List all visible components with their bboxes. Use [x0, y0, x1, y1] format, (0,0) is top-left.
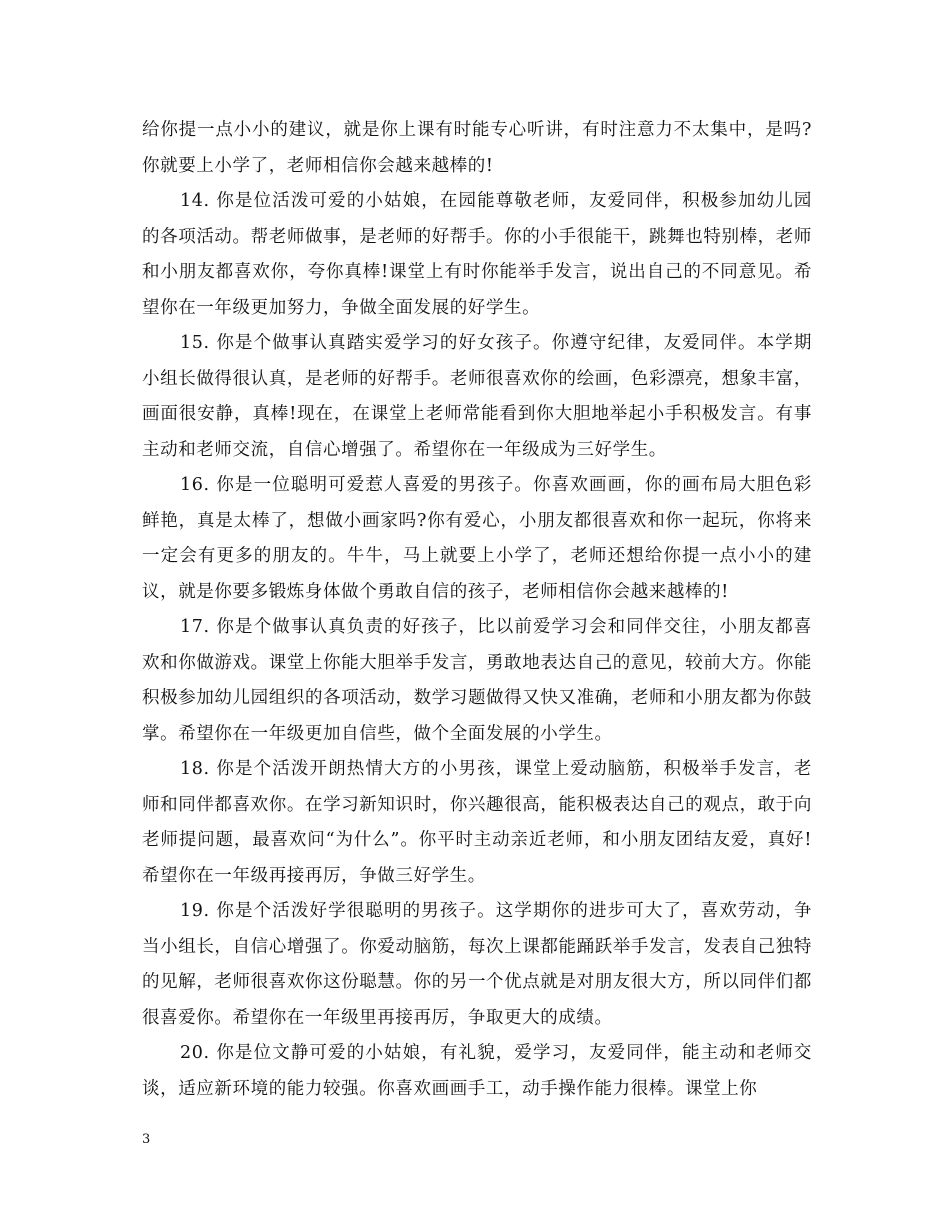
paragraph-20: 20. 你是位文静可爱的小姑娘，有礼貌，爱学习，友爱同伴，能主动和老师交谈，适应新环境的能力较强。你喜欢画画手工，动手操作能力很棒。课堂上你 — [142, 1043, 812, 1099]
page-number: 3 — [142, 1132, 151, 1147]
paragraph-17: 17. 你是个做事认真负责的好孩子，比以前爱学习会和同伴交往，小朋友都喜欢和你做游戏。课堂上你能大胆举手发言，勇敢地表达自己的意见，较前大方。你能积极参加幼儿园组织的各项活动，数学习题做得又快又准确，老师和小朋友都为你鼓掌。希望你在一年级更加自信些，做个全面发展的小学生。 — [142, 617, 812, 744]
document-body — [142, 113, 812, 1107]
paragraph-16: 16. 你是一位聪明可爱惹人喜爱的男孩子。你喜欢画画，你的画布局大胆色彩鲜艳，真是太棒了，想做小画家吗?你有爱心，小朋友都很喜欢和你一起玩，你将来一定会有更多的朋友的。牛牛，马上就要上小学了，老师还想给你提一点小小的建议，就是你要多锻炼身体做个勇敢自信的孩子，老师相信你会越来越棒的! — [142, 475, 812, 602]
paragraph-18: 18. 你是个活泼开朗热情大方的小男孩，课堂上爱动脑筋，积极举手发言，老师和同伴都喜欢你。在学习新知识时，你兴趣很高，能积极表达自己的观点，敢于向老师提问题，最喜欢问“为什么”。你平时主动亲近老师，和小朋友团结友爱，真好!希望你在一年级再接再厉，争做三好学生。 — [142, 759, 812, 886]
paragraph-15: 15. 你是个做事认真踏实爱学习的好女孩子。你遵守纪律，友爱同伴。本学期小组长做得很认真，是老师的好帮手。老师很喜欢你的绘画，色彩漂亮，想象丰富，画面很安静，真棒!现在，在课堂上老师常能看到你大胆地举起小手积极发言。有事主动和老师交流，自信心增强了。希望你在一年级成为三好学生。 — [142, 333, 812, 460]
paragraph-14: 14. 你是位活泼可爱的小姑娘，在园能尊敬老师，友爱同伴，积极参加幼儿园的各项活动。帮老师做事，是老师的好帮手。你的小手很能干，跳舞也特别棒，老师和小朋友都喜欢你，夸你真棒!课堂上有时你能举手发言，说出自己的不同意见。希望你在一年级更加努力，争做全面发展的好学生。 — [142, 191, 812, 318]
paragraph-19: 19. 你是个活泼好学很聪明的男孩子。这学期你的进步可大了，喜欢劳动，争当小组长，自信心增强了。你爱动脑筋，每次上课都能踊跃举手发言，发表自己独特的见解，老师很喜欢你这份聪慧。你的另一个优点就是对朋友很大方，所以同伴们都很喜爱你。希望你在一年级里再接再厉，争取更大的成绩。 — [142, 901, 812, 1028]
paragraph-continuation: 给你提一点小小的建议，就是你上课有时能专心听讲，有时注意力不太集中，是吗?你就要上小学了，老师相信你会越来越棒的! — [142, 120, 812, 176]
